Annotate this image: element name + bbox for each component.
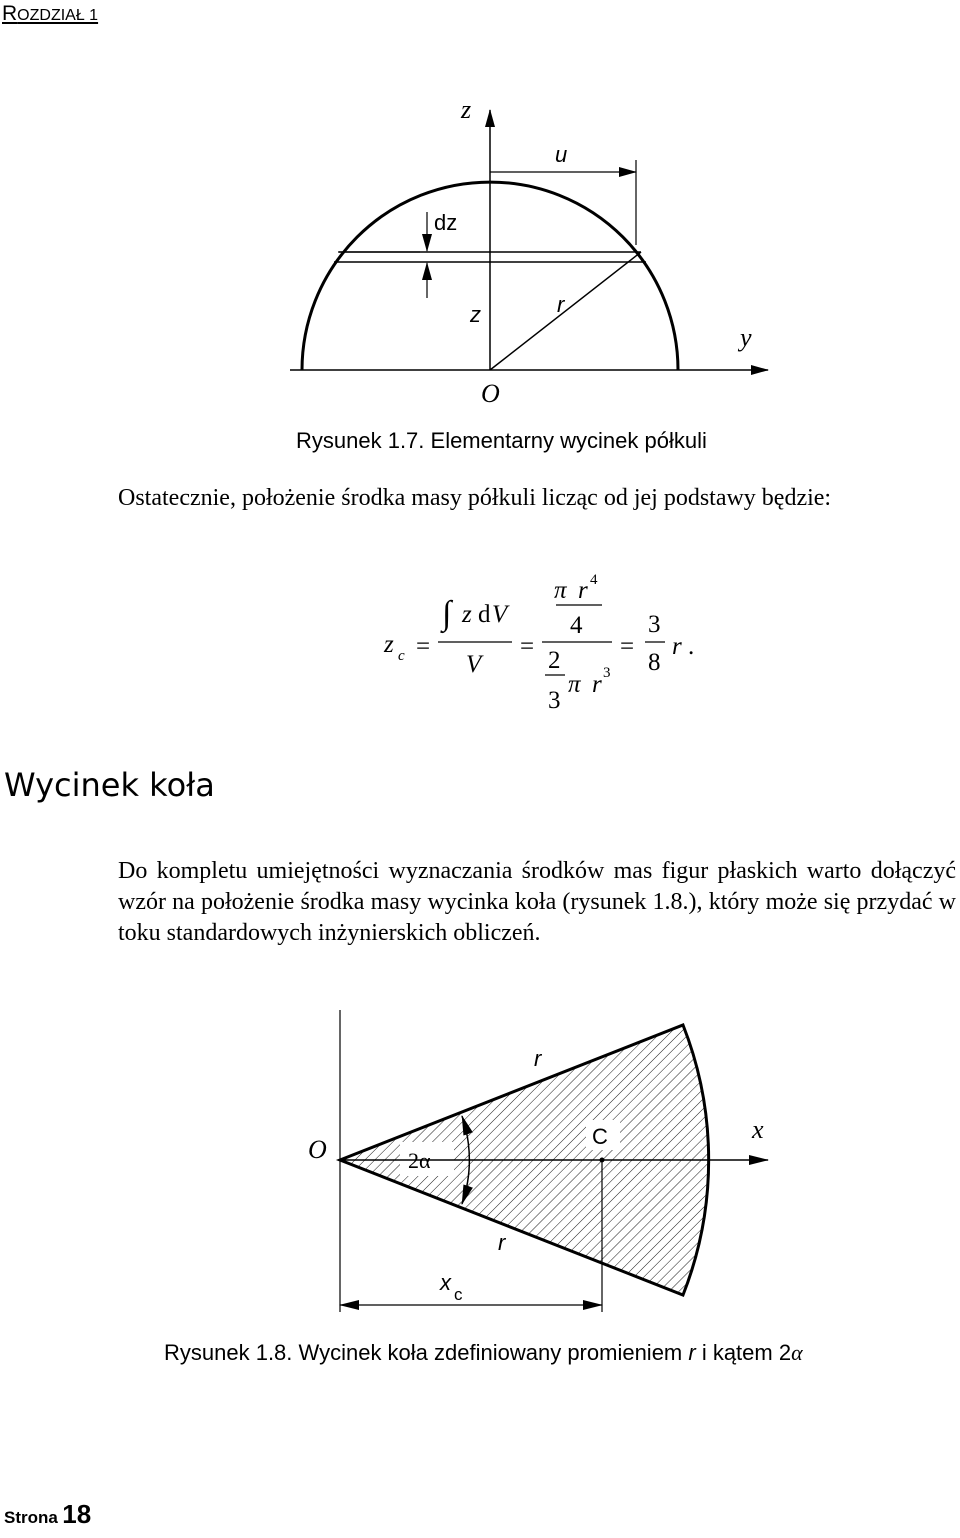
dz-label: dz bbox=[434, 210, 458, 235]
formula-equals-1: = bbox=[416, 633, 431, 660]
z-slice-label: z bbox=[470, 302, 481, 327]
formula-zc: z bbox=[384, 631, 394, 658]
formula-num-d: d bbox=[478, 601, 491, 628]
page-footer bbox=[4, 1499, 91, 1530]
formula-frac-3: 3 bbox=[648, 611, 661, 638]
center-of-mass-point bbox=[600, 1158, 605, 1163]
formula-pow-4: 4 bbox=[590, 572, 598, 588]
formula-num-V: V bbox=[492, 601, 508, 628]
figure2-caption-r: r bbox=[688, 1340, 696, 1365]
figure1-caption: Rysunek 1.7. Elementarny wycinek półkuli bbox=[296, 428, 707, 453]
formula-four: 4 bbox=[570, 612, 583, 639]
formula-dot: . bbox=[688, 633, 695, 660]
z-axis-label: z bbox=[461, 95, 472, 124]
center-label: C bbox=[592, 1124, 608, 1149]
formula-equals-2: = bbox=[520, 633, 535, 660]
origin-label: O bbox=[481, 379, 500, 408]
formula-integral: ∫ bbox=[442, 595, 452, 632]
formula-two: 2 bbox=[548, 647, 561, 674]
chapter-header-initial: R bbox=[2, 2, 18, 25]
xc-label-x: x bbox=[440, 1270, 451, 1295]
formula-pi-top: π bbox=[554, 577, 567, 604]
formula-r-bottom: r bbox=[592, 671, 602, 698]
formula-r-end: r bbox=[672, 633, 682, 660]
formula-frac-8: 8 bbox=[648, 649, 661, 676]
section-title: Wycinek koła bbox=[4, 766, 215, 804]
footer-label: Strona bbox=[4, 1508, 58, 1527]
formula-zc-sub: c bbox=[398, 648, 405, 664]
r-label: r bbox=[557, 292, 565, 317]
figure2-caption-alpha: α bbox=[791, 1340, 803, 1365]
origin-label-2: O bbox=[308, 1135, 327, 1164]
formula-r-top: r bbox=[578, 577, 588, 604]
figure2-caption-text: Rysunek 1.8. Wycinek koła zdefiniowany promieniem bbox=[164, 1340, 689, 1365]
formula-num-z: z bbox=[462, 601, 472, 628]
formula-pi-bottom: π bbox=[568, 671, 581, 698]
x-axis-label: x bbox=[752, 1115, 764, 1144]
r-top-label: r bbox=[534, 1046, 542, 1071]
u-label: u bbox=[555, 142, 568, 167]
paragraph-sector: Do kompletu umiejętności wyznaczania środków mas figur płaskich warto dołączyć wzór na położenie środka masy wycinka koła (rysunek 1.8.), który może się przydać w toku standardowych inżynierskich obliczeń. bbox=[118, 858, 956, 946]
paragraph-intro: Ostatecznie, położenie środka masy półkuli licząc od jej podstawy będzie: bbox=[118, 485, 832, 511]
formula-den-V: V bbox=[466, 651, 482, 678]
figure2-caption bbox=[164, 1340, 803, 1366]
formula-pow-3: 3 bbox=[603, 665, 611, 681]
r-bottom-label: r bbox=[498, 1230, 506, 1255]
xc-label-c: c bbox=[454, 1285, 463, 1304]
angle-label: 2α bbox=[408, 1148, 431, 1173]
formula-equals-3: = bbox=[620, 633, 635, 660]
formula-three: 3 bbox=[548, 687, 561, 714]
y-axis-label: y bbox=[740, 323, 752, 352]
chapter-header-rest: OZDZIAŁ 1 bbox=[17, 7, 99, 24]
figure2-caption-mid: i kątem 2 bbox=[695, 1340, 792, 1365]
page-number: 18 bbox=[62, 1499, 92, 1529]
